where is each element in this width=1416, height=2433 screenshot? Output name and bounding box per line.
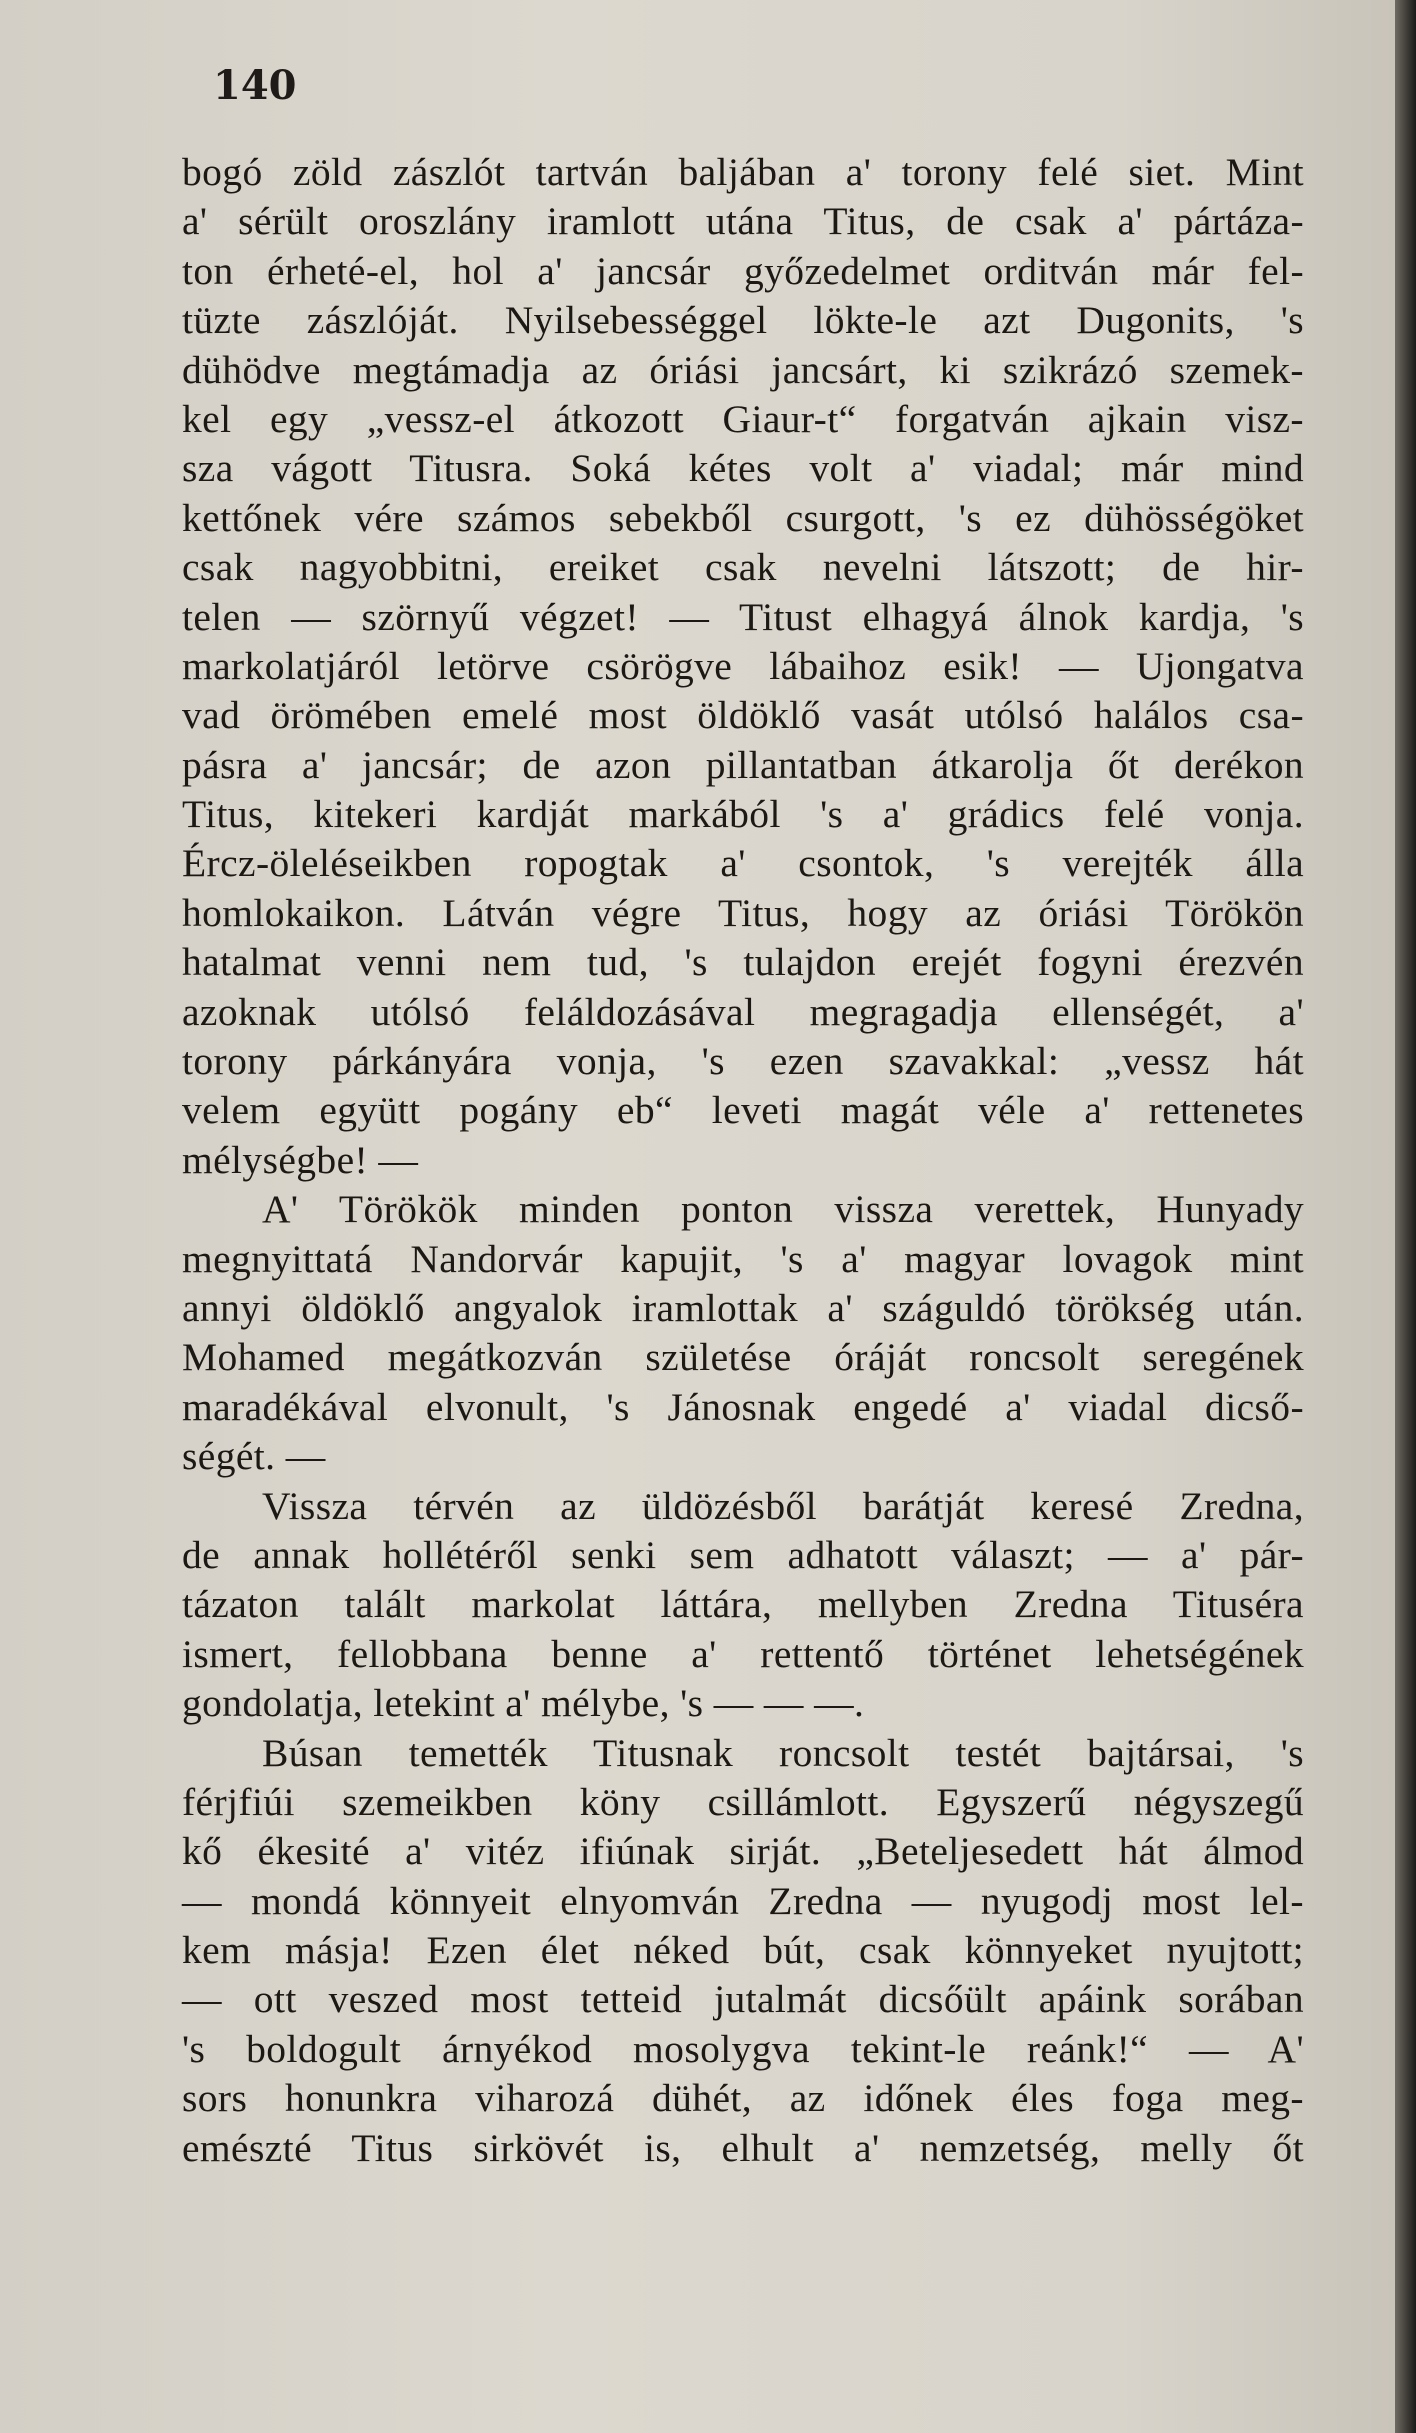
- text-line: kem másja! Ezen élet néked bút, csak könnyeket nyujtott;: [182, 1928, 1304, 1973]
- text-line: — mondá könnyeit elnyomván Zredna — nyugodj most lel-: [182, 1878, 1304, 1923]
- text-line: tázaton talált markolat láttára, mellyben Zredna Tituséra: [182, 1582, 1304, 1627]
- text-line: megnyittatá Nandorvár kapujit, 's a' magyar lovagok mint: [182, 1236, 1304, 1281]
- text-line: velem együtt pogány eb“ leveti magát véle a' rettenetes: [182, 1088, 1304, 1133]
- text-line: — ott veszed most tetteid jutalmát dicsőült apáink sorában: [182, 1977, 1304, 2022]
- text-line: Búsan temették Titusnak roncsolt testét bajtársai, 's: [262, 1730, 1304, 1775]
- text-line: bogó zöld zászlót tartván baljában a' torony felé siet. Mint: [182, 150, 1304, 194]
- text-line: A' Törökök minden ponton vissza verettek, Hunyady: [262, 1187, 1304, 1232]
- text-line: tüzte zászlóját. Nyilsebességgel lökte-le azt Dugonits, 's: [182, 298, 1304, 343]
- text-line: kő ékesité a' vitéz ifiúnak sirját. „Beteljesedett hát álmod: [182, 1829, 1304, 1874]
- text-line: telen — szörnyű végzet! — Titust elhagyá álnok kardja, 's: [182, 594, 1304, 639]
- text-line: mélységbe! —: [182, 1137, 419, 1182]
- text-line: ségét. —: [182, 1434, 326, 1479]
- text-line: homlokaikon. Látván végre Titus, hogy az óriási Törökön: [182, 890, 1304, 935]
- text-line: Ércz-öleléseikben ropogtak a' csontok, 's verejték álla: [182, 841, 1304, 886]
- text-line: sors honunkra viharozá dühét, az időnek éles foga meg-: [182, 2076, 1304, 2121]
- text-line: hatalmat venni nem tud, 's tulajdon erejét fogyni érezvén: [182, 940, 1304, 985]
- text-line: sza vágott Titusra. Soká kétes volt a' viadal; már mind: [182, 446, 1304, 491]
- text-line: ton érheté-el, hol a' jancsár győzedelmet orditván már fel-: [182, 248, 1304, 293]
- text-line: a' sérült oroszlány iramlott utána Titus, de csak a' pártáza-: [182, 199, 1304, 244]
- text-line: dühödve megtámadja az óriási jancsárt, ki szikrázó szemek-: [182, 347, 1304, 392]
- text-line: annyi öldöklő angyalok iramlottak a' száguldó törökség után.: [182, 1285, 1304, 1330]
- text-line: kettőnek vére számos sebekből csurgott, 's ez dühösségöket: [182, 495, 1304, 540]
- text-line: maradékával elvonult, 's Jánosnak engedé a' viadal dicső-: [182, 1384, 1304, 1429]
- text-line: 's boldogult árnyékod mosolygva tekint-le reánk!“ — A': [182, 2026, 1304, 2071]
- text-line: férjfiúi szemeikben köny csillámlott. Egyszerű négyszegű: [182, 1779, 1304, 1824]
- body-text: [182, 148, 1304, 2173]
- text-line: torony párkányára vonja, 's ezen szavakkal: „vessz hát: [182, 1039, 1304, 1084]
- text-line: kel egy „vessz-el átkozott Giaur-t“ forgatván ajkain visz-: [182, 396, 1304, 441]
- page-edge-shadow: [1395, 0, 1416, 2433]
- text-line: azoknak utólsó feláldozásával megragadja ellenségét, a': [182, 989, 1304, 1034]
- text-line: emészté Titus sirkövét is, elhult a' nemzetség, melly őt: [182, 2125, 1304, 2170]
- text-line: markolatjáról letörve csörögve lábaihoz esik! — Ujongatva: [182, 643, 1304, 688]
- page-number: 140: [213, 62, 297, 109]
- text-line: ismert, fellobbana benne a' rettentő történet lehetségének: [182, 1631, 1304, 1676]
- text-line: gondolatja, letekint a' mélybe, 's — — —.: [182, 1681, 865, 1726]
- text-line: vad örömében emelé most öldöklő vasát utólsó halálos csa-: [182, 693, 1304, 738]
- text-line: csak nagyobbitni, ereiket csak nevelni látszott; de hir-: [182, 545, 1304, 590]
- text-line: Titus, kitekeri kardját markából 's a' grádics felé vonja.: [182, 792, 1304, 837]
- text-line: de annak hollétéről senki sem adhatott választ; — a' pár-: [182, 1532, 1304, 1577]
- text-line: pásra a' jancsár; de azon pillantatban átkarolja őt derékon: [182, 742, 1304, 787]
- text-line: Vissza térvén az üldözésből barátját keresé Zredna,: [262, 1483, 1304, 1528]
- text-line: Mohamed megátkozván születése óráját roncsolt seregének: [182, 1335, 1304, 1380]
